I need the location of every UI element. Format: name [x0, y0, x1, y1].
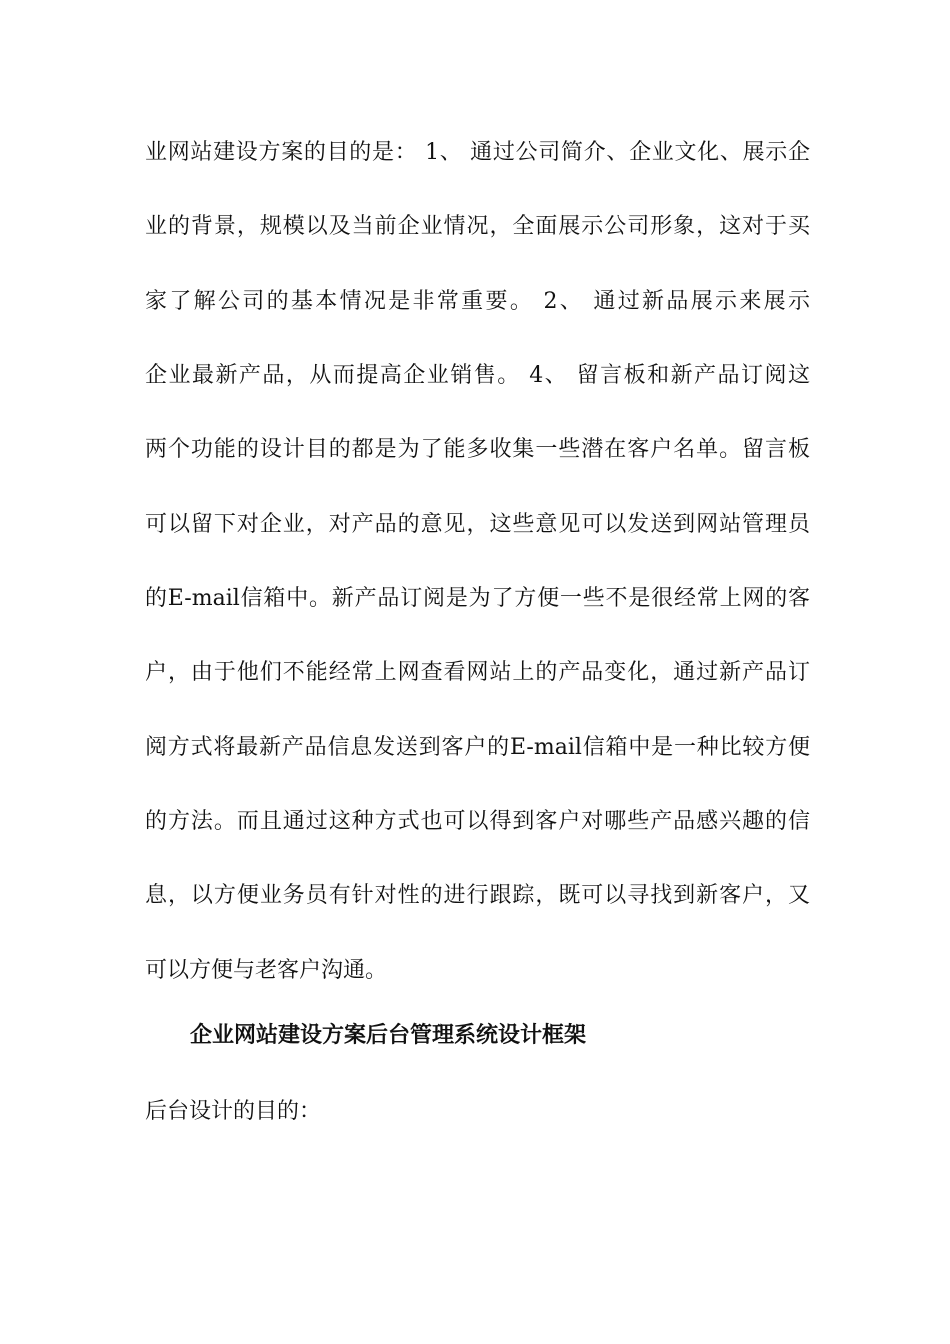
paragraph-line: 户，由于他们不能经常上网查看网站上的产品变化，通过新产品订	[145, 660, 810, 685]
paragraph-line: 两个功能的设计目的都是为了能多收集一些潜在客户名单。留言板	[145, 437, 810, 462]
section-subheading: 后台设计的目的：	[145, 1099, 322, 1124]
paragraph-line: 家了解公司的基本情况是非常重要。 2、 通过新品展示来展示	[145, 289, 810, 314]
paragraph-line: 的方法。而且通过这种方式也可以得到客户对哪些产品感兴趣的信	[145, 809, 810, 834]
paragraph-line: 可以留下对企业，对产品的意见，这些意见可以发送到网站管理员	[145, 512, 810, 537]
paragraph-line: 阅方式将最新产品信息发送到客户的E-mail信箱中是一种比较方便	[145, 735, 810, 760]
paragraph-line: 业网站建设方案的目的是： 1、 通过公司简介、企业文化、展示企	[145, 140, 810, 165]
paragraph-line: 的E-mail信箱中。新产品订阅是为了方便一些不是很经常上网的客	[145, 586, 810, 611]
section-heading: 企业网站建设方案后台管理系统设计框架	[190, 1022, 587, 1048]
paragraph-line: 企业最新产品，从而提高企业销售。 4、 留言板和新产品订阅这	[145, 363, 810, 388]
paragraph-line: 可以方便与老客户沟通。	[145, 958, 388, 983]
paragraph-line: 业的背景，规模以及当前企业情况，全面展示公司形象，这对于买	[145, 214, 810, 239]
paragraph-line: 息，以方便业务员有针对性的进行跟踪，既可以寻找到新客户，又	[145, 883, 810, 908]
